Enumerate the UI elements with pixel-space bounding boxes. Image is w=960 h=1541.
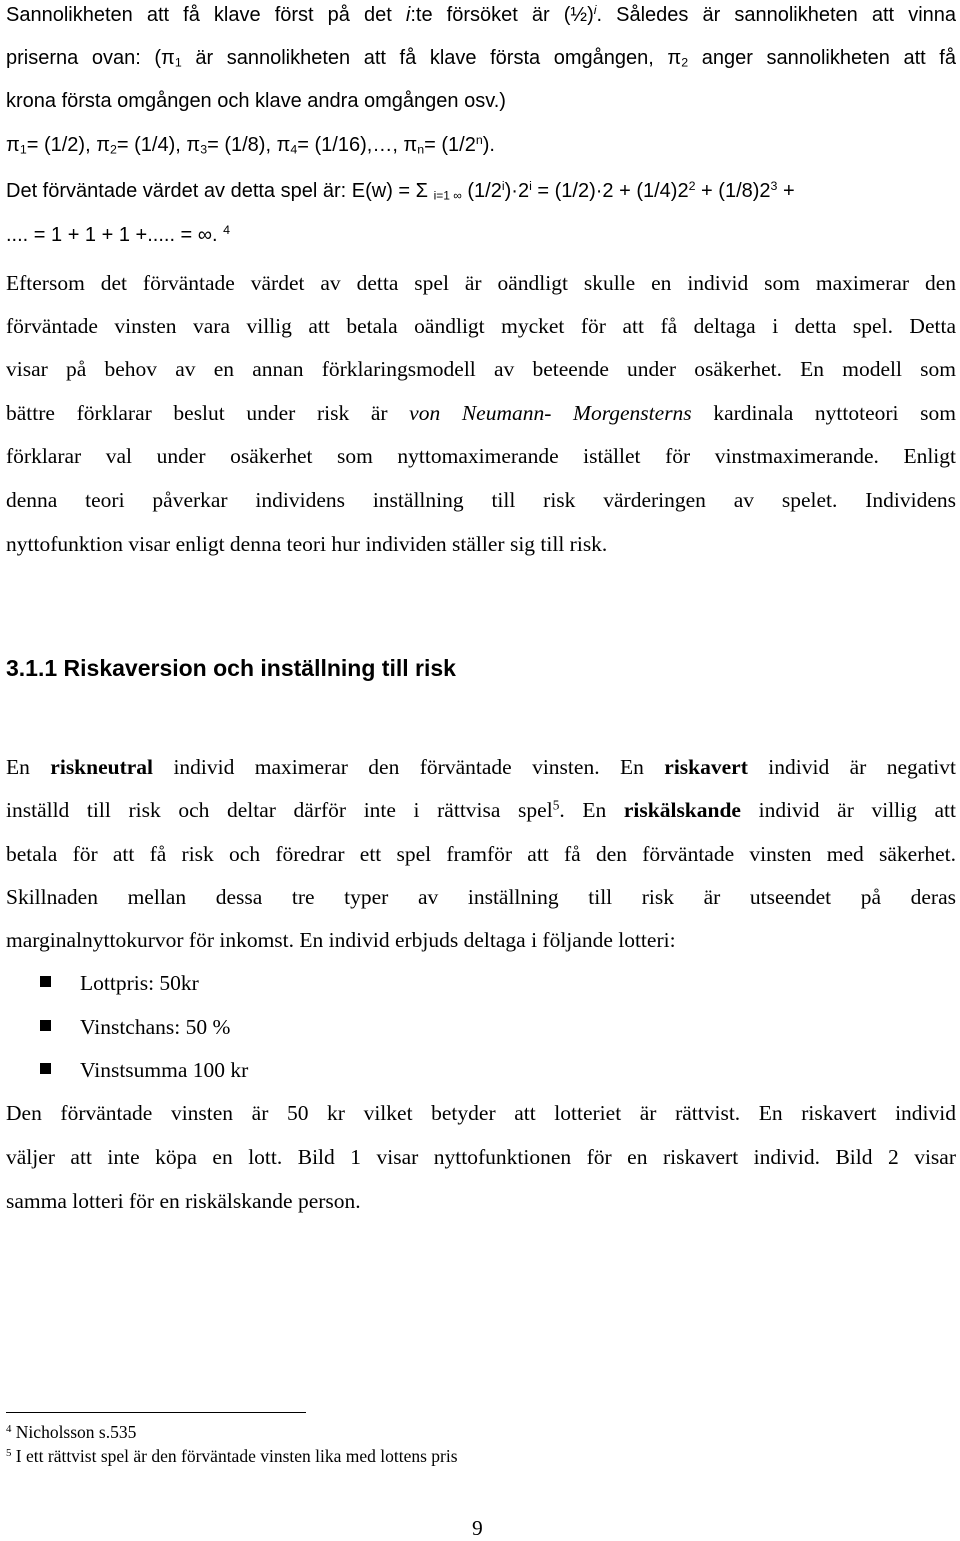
para3-line-3: samma lotteri för en riskälskande person. [6, 1189, 361, 1213]
bullet-marker [40, 1020, 51, 1031]
para2-line-3: betala för att få risk och föredrar ett spel framför att få den förväntade vinsten med säkerhet. [6, 842, 956, 866]
bullet-marker [40, 1063, 51, 1074]
para3-line-2: väljer att inte köpa en lott. Bild 1 visar nyttofunktionen för en riskavert individ. Bild 2 visar [6, 1145, 956, 1169]
para1-line-3: visar på behov av en annan förklaringsmodell av beteende under osäkerhet. En modell som [6, 357, 956, 381]
para3-line-1: Den förväntade vinsten är 50 kr vilket betyder att lotteriet är rättvist. En riskavert individ [6, 1101, 956, 1125]
bullet-item-price: Lottpris: 50kr [80, 971, 199, 995]
para2-line-4: Skillnaden mellan dessa tre typer av inställning till risk är utseendet på deras [6, 885, 956, 909]
para2-line-1: En riskneutral individ maximerar den förväntade vinsten. En riskavert individ är negativt [6, 755, 956, 779]
footnote-5: $^5$ I ett rättvist spel är den förväntade vinsten lika med lottens pris [6, 1446, 458, 1466]
page-number: 9 [472, 1516, 483, 1540]
bullet-item-prize: Vinstsumma 100 kr [80, 1058, 249, 1082]
para1-line-6: denna teori påverkar individens inställning till risk värderingen av spelet. Individens [6, 488, 956, 512]
para2-line-2: inställd till risk och deltar därför inte i rättvisa spel$^5$. En riskälskande individ är villig att [6, 797, 956, 822]
para1-line-4: bättre förklarar beslut under risk är von Neumann- Morgensterns kardinala nyttoteori som [6, 401, 956, 425]
intro-line-3: krona första omgången och klave andra omgången osv.) [6, 90, 506, 112]
bullet-item-chance: Vinstchans: 50 % [80, 1015, 231, 1039]
footnote-separator [6, 1412, 306, 1413]
section-heading: 3.1.1 Riskaversion och inställning till risk [6, 655, 456, 681]
pi-probabilities-line: $\pi_1= (1/2)$, $\pi_2= (1/4)$, $\pi_3= (1/8)$, $\pi_4=$ (1/16),…, $\pi_n= (1/2^n)$. [6, 133, 495, 157]
para2-line-5: marginalnyttokurvor för inkomst. En individ erbjuds deltaga i följande lotteri: [6, 928, 676, 952]
expected-value-formula: Det förväntade värdet av detta spel är: E(w) = Σ $_{i=1 \infty}$ $(1/2^i)\cdot 2^i = (1/2)\cdot 2 + (1/4)2^2 + (1/8)2^3$ + [6, 179, 795, 203]
para1-line-7: nyttofunktion visar enligt denna teori hur individen ställer sig till risk. [6, 532, 608, 556]
intro-line-1: Sannolikheten att få klave först på det i:te försöket är (½)$^i$. Således är sannolikheten att vinna [6, 3, 957, 26]
footnote-4: $^4$ Nicholsson s.535 [6, 1422, 137, 1442]
para1-line-5: förklarar val under osäkerhet som nyttomaximerande istället för vinstmaximerande. Enligt [6, 444, 956, 468]
intro-line-2: priserna ovan: ($\pi_1$ är sannolikheten att få klave första omgången, $\pi_2$ anger sannolikheten att få [6, 47, 956, 70]
para1-line-1: Eftersom det förväntade värdet av detta spel är oändligt skulle en individ som maximerar den [6, 271, 956, 295]
expected-value-result: .... = 1 + 1 + 1 +..... = ∞. $^4$ [6, 223, 231, 246]
para1-line-2: förväntade vinsten vara villig att betala oändligt mycket för att få deltaga i detta spel. Detta [6, 314, 956, 338]
bullet-marker [40, 976, 51, 987]
